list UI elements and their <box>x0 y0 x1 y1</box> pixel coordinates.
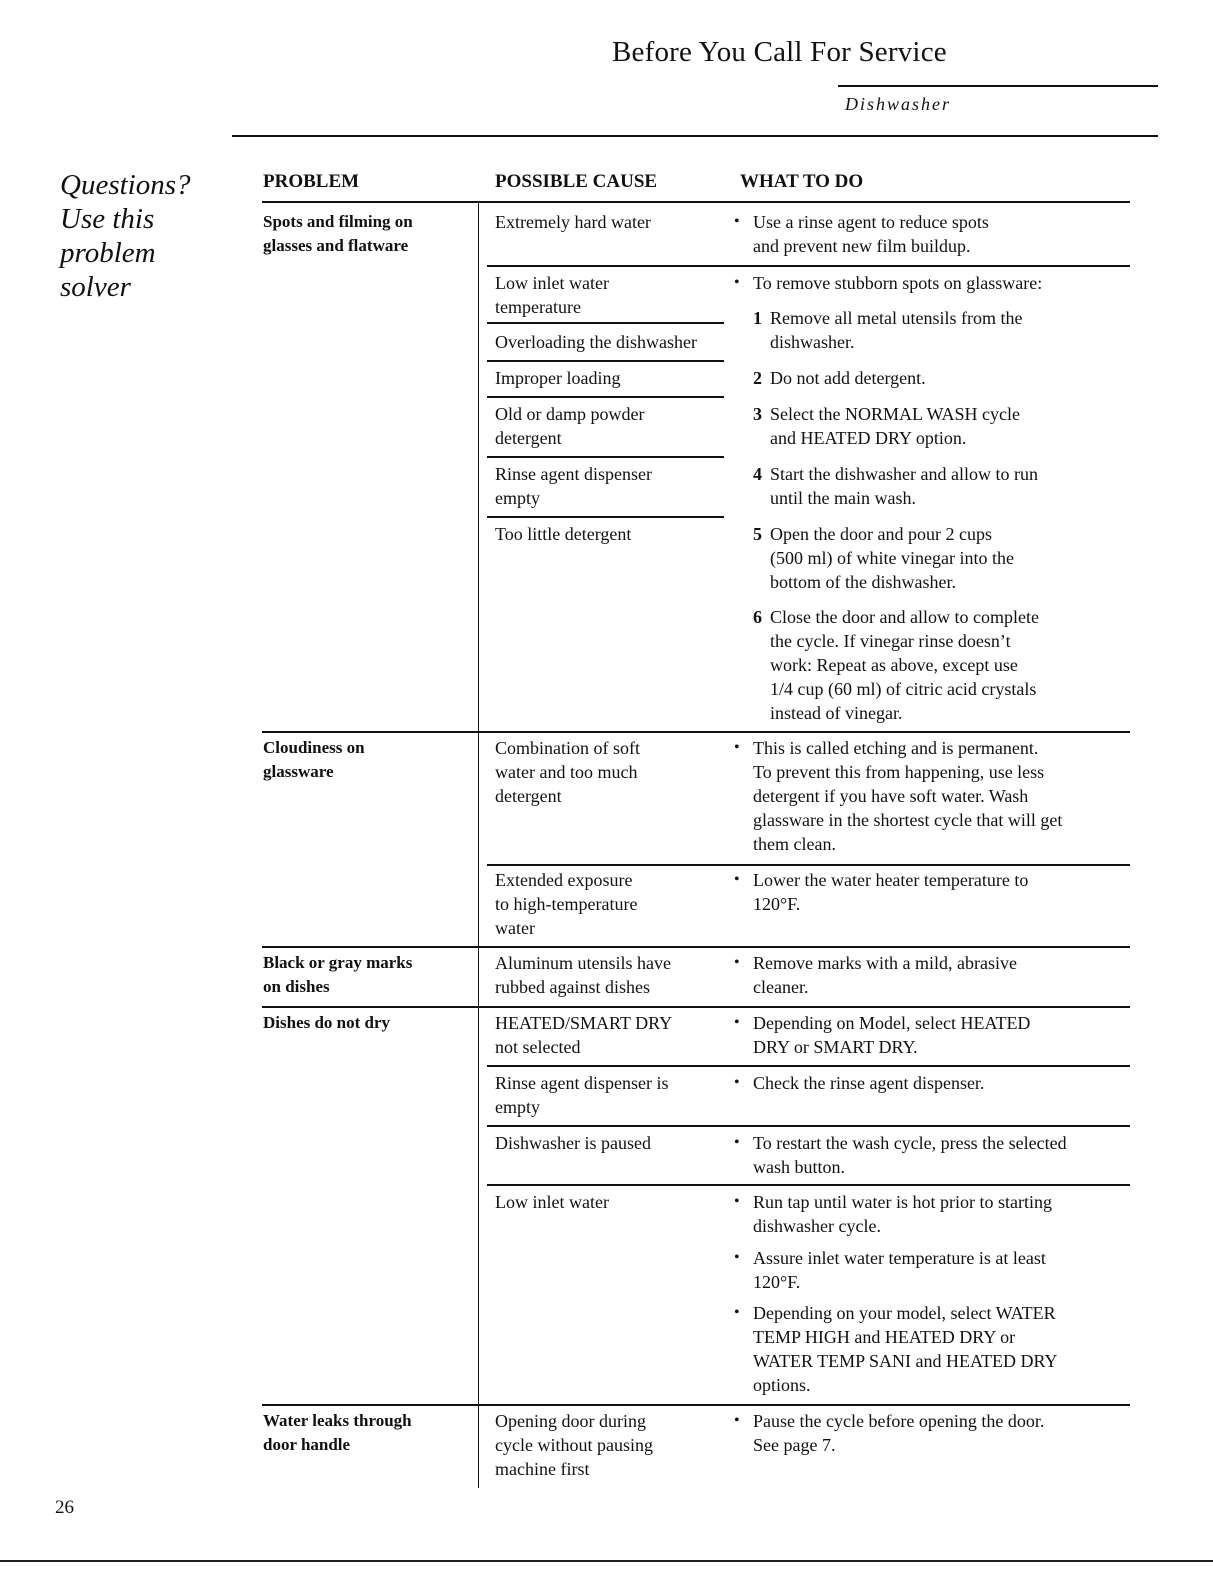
todo-stubborn-spots <box>732 271 1042 295</box>
problem-line: Spots and filming on <box>263 212 413 231</box>
todo-restart <box>732 1131 1067 1179</box>
cause-soft-water <box>495 736 640 808</box>
problem-line: door handle <box>263 1435 351 1454</box>
cause-too-little <box>495 522 631 546</box>
cause-rule <box>487 456 724 458</box>
numbered-step <box>732 605 1039 725</box>
todo-line: See page 7. <box>753 1435 836 1455</box>
problem-spots <box>263 210 473 258</box>
todo-line: • This is called etching and is permanent. <box>753 738 1039 758</box>
numbered-step <box>732 306 1022 354</box>
column-header-cause: POSSIBLE CAUSE <box>495 171 658 192</box>
sidebar-line: Use this <box>60 203 155 235</box>
todo-line: Select the NORMAL WASH cycle <box>770 404 1020 424</box>
bullet-item <box>732 1246 1046 1294</box>
cause-line: water and too much <box>495 762 638 782</box>
problem-line: Water leaks through <box>263 1411 412 1430</box>
numbered-step <box>732 402 1020 450</box>
cause-line: temperature <box>495 297 581 317</box>
bullet-item <box>732 1011 1030 1059</box>
cause-line: HEATED/SMART DRY <box>495 1013 673 1033</box>
cause-door-opening <box>495 1409 653 1481</box>
cause-line: Improper loading <box>495 368 621 388</box>
todo-line: • Assure inlet water temperature is at least <box>753 1248 1046 1268</box>
row-rule <box>487 265 1130 267</box>
cause-line: Old or damp powder <box>495 404 645 424</box>
bullet-item <box>732 1190 1052 1238</box>
sidebar-line: Questions? <box>60 169 191 201</box>
cause-line: detergent <box>495 786 562 806</box>
bullet-item <box>732 951 1017 999</box>
bullet-item <box>732 271 1042 295</box>
todo-line: the cycle. If vinegar rinse doesn’t <box>770 631 1011 651</box>
cause-line: Low inlet water <box>495 1192 609 1212</box>
step-number: 4 <box>753 464 762 484</box>
cause-old-detergent <box>495 402 644 450</box>
cause-line: to high-temperature <box>495 894 638 914</box>
cause-line: Rinse agent dispenser is <box>495 1073 669 1093</box>
todo-line: Remove all metal utensils from the <box>770 308 1023 328</box>
cause-line: Rinse agent dispenser <box>495 464 652 484</box>
cause-rinse-empty-2 <box>495 1071 668 1119</box>
todo-line: dishwasher cycle. <box>753 1216 881 1236</box>
problem-line: Cloudiness on <box>263 738 365 757</box>
todo-line: and HEATED DRY option. <box>770 428 967 448</box>
problem-line: on dishes <box>263 977 330 996</box>
cause-line: Combination of soft <box>495 738 640 758</box>
todo-line: • Check the rinse agent dispenser. <box>753 1073 985 1093</box>
todo-run-tap <box>732 1190 1052 1238</box>
todo-line: Start the dishwasher and allow to run <box>770 464 1038 484</box>
todo-line: • Use a rinse agent to reduce spots <box>753 212 989 232</box>
bullet-item <box>732 868 1028 916</box>
cause-improper <box>495 366 620 390</box>
cause-heated-dry <box>495 1011 672 1059</box>
cause-line: Aluminum utensils have <box>495 953 671 973</box>
cause-line: Low inlet water <box>495 273 609 293</box>
todo-line: • Run tap until water is hot prior to starting <box>753 1192 1052 1212</box>
problem-rule <box>262 1006 1130 1008</box>
todo-line: • Depending on Model, select HEATED <box>753 1013 1031 1033</box>
cause-line: Too little detergent <box>495 524 632 544</box>
cause-line: detergent <box>495 428 562 448</box>
column-header-todo: WHAT TO DO <box>740 171 864 192</box>
cause-rule <box>487 396 724 398</box>
todo-pause <box>732 1409 1044 1457</box>
step-number: 1 <box>753 308 762 328</box>
todo-line: 120°F. <box>753 894 801 914</box>
cause-rule <box>487 322 724 324</box>
todo-line: WATER TEMP SANI and HEATED DRY <box>753 1351 1058 1371</box>
todo-line: TEMP HIGH and HEATED DRY or <box>753 1327 1016 1347</box>
todo-step-6 <box>732 605 1039 725</box>
column-header-problem: PROBLEM <box>263 171 360 192</box>
problem-rule <box>262 946 1130 948</box>
problem-line: glasses and flatware <box>263 236 409 255</box>
cause-overloading <box>495 330 697 354</box>
numbered-step <box>732 462 1038 510</box>
bottom-edge-rule <box>0 1560 1213 1562</box>
header-underline <box>262 201 1130 203</box>
page-subtitle: Dishwasher <box>845 94 952 114</box>
todo-line: and prevent new film buildup. <box>753 236 971 256</box>
todo-step-2 <box>732 366 926 390</box>
todo-check-rinse <box>732 1071 984 1095</box>
bullet-item <box>732 1301 1058 1397</box>
problem-leaks <box>263 1409 473 1457</box>
todo-line: instead of vinegar. <box>770 703 903 723</box>
todo-line: Do not add detergent. <box>770 368 926 388</box>
todo-line: options. <box>753 1375 811 1395</box>
bullet-item <box>732 1071 984 1095</box>
todo-assure <box>732 1246 1046 1294</box>
todo-line: bottom of the dishwasher. <box>770 572 956 592</box>
todo-line: DRY or SMART DRY. <box>753 1037 918 1057</box>
cause-line: empty <box>495 488 540 508</box>
cause-extended <box>495 868 637 940</box>
row-rule <box>487 1125 1130 1127</box>
todo-line: Close the door and allow to complete <box>770 607 1039 627</box>
page-title: Before You Call For Service <box>612 36 947 68</box>
cause-rule <box>487 516 724 518</box>
todo-line: 1/4 cup (60 ml) of citric acid crystals <box>770 679 1037 699</box>
todo-step-4 <box>732 462 1038 510</box>
step-number: 5 <box>753 524 762 544</box>
todo-rinse-agent <box>732 210 989 258</box>
page-number: 26 <box>55 1497 74 1518</box>
problem-marks <box>263 951 473 999</box>
todo-line: detergent if you have soft water. Wash <box>753 786 1029 806</box>
cause-line: Dishwasher is paused <box>495 1133 651 1153</box>
problem-rule <box>262 1404 1130 1406</box>
cause-line: Extended exposure <box>495 870 633 890</box>
cause-line: empty <box>495 1097 540 1117</box>
cause-rule <box>487 360 724 362</box>
todo-line: • To remove stubborn spots on glassware: <box>753 273 1043 293</box>
sidebar-line: problem <box>60 237 156 269</box>
todo-line: • Lower the water heater temperature to <box>753 870 1029 890</box>
sidebar-heading <box>60 168 191 304</box>
todo-line: them clean. <box>753 834 836 854</box>
todo-line: • To restart the wash cycle, press the selected <box>753 1133 1067 1153</box>
todo-line: • Remove marks with a mild, abrasive <box>753 953 1017 973</box>
cause-line: water <box>495 918 535 938</box>
bullet-item <box>732 1131 1067 1179</box>
cause-line: Opening door during <box>495 1411 646 1431</box>
cause-low-inlet-temp <box>495 271 609 319</box>
cause-line: Overloading the dishwasher <box>495 332 697 352</box>
cause-hard-water <box>495 210 651 234</box>
todo-lower-heater <box>732 868 1028 916</box>
numbered-step <box>732 522 1014 594</box>
bullet-item <box>732 210 989 258</box>
todo-depending-model <box>732 1011 1030 1059</box>
todo-line: wash button. <box>753 1157 845 1177</box>
cause-line: machine first <box>495 1459 590 1479</box>
todo-line: cleaner. <box>753 977 809 997</box>
problem-dry <box>263 1011 473 1035</box>
todo-remove-marks <box>732 951 1017 999</box>
step-number: 3 <box>753 404 762 424</box>
problem-line: Black or gray marks <box>263 953 413 972</box>
sidebar-line: solver <box>60 271 131 303</box>
todo-line: Open the door and pour 2 cups <box>770 524 992 544</box>
problem-line: Dishes do not dry <box>263 1013 391 1032</box>
todo-line: until the main wash. <box>770 488 916 508</box>
todo-line: • Depending on your model, select WATER <box>753 1303 1056 1323</box>
todo-line: To prevent this from happening, use less <box>753 762 1045 782</box>
column-divider <box>478 202 479 1488</box>
step-number: 6 <box>753 607 762 627</box>
numbered-step <box>732 366 926 390</box>
todo-etching <box>732 736 1062 856</box>
cause-line: Extremely hard water <box>495 212 651 232</box>
cause-low-inlet <box>495 1190 609 1214</box>
todo-line: • Pause the cycle before opening the door. <box>753 1411 1045 1431</box>
problem-cloudiness <box>263 736 473 784</box>
todo-step-5 <box>732 522 1014 594</box>
step-number: 2 <box>753 368 762 388</box>
cause-line: rubbed against dishes <box>495 977 650 997</box>
problem-line: glassware <box>263 762 334 781</box>
row-rule <box>487 1065 1130 1067</box>
section-rule <box>232 135 1158 137</box>
todo-step-3 <box>732 402 1020 450</box>
row-rule <box>487 1184 1130 1186</box>
bullet-item <box>732 1409 1044 1457</box>
cause-rinse-empty <box>495 462 652 510</box>
todo-line: work: Repeat as above, except use <box>770 655 1018 675</box>
todo-line: glassware in the shortest cycle that will get <box>753 810 1063 830</box>
todo-depending-your <box>732 1301 1058 1397</box>
cause-aluminum <box>495 951 671 999</box>
todo-step-1 <box>732 306 1022 354</box>
todo-line: (500 ml) of white vinegar into the <box>770 548 1014 568</box>
row-rule <box>487 864 1130 866</box>
cause-line: cycle without pausing <box>495 1435 653 1455</box>
cause-paused <box>495 1131 651 1155</box>
problem-rule <box>262 731 1130 733</box>
todo-line: dishwasher. <box>770 332 855 352</box>
header-rule <box>838 85 1158 87</box>
bullet-item <box>732 736 1062 856</box>
todo-line: 120°F. <box>753 1272 801 1292</box>
cause-line: not selected <box>495 1037 581 1057</box>
